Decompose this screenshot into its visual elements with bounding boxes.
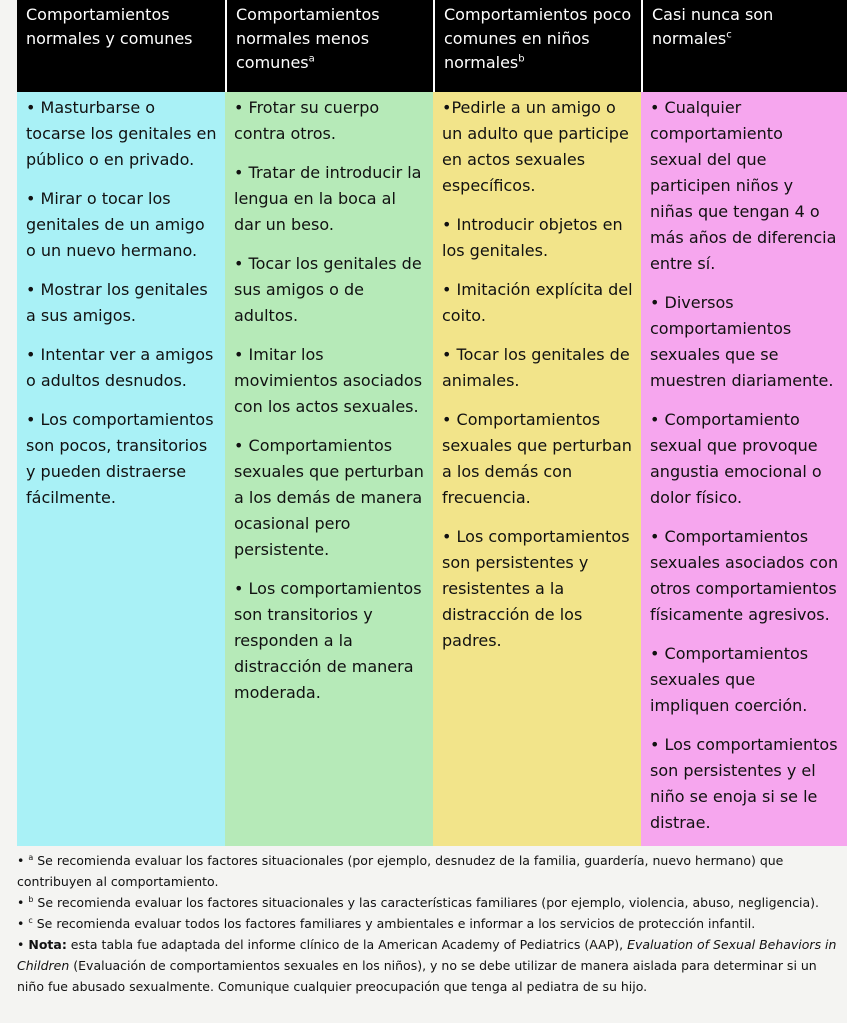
list-item: • Los comportamientos son persistentes y resistentes a la distracción de los padres. [442,527,630,650]
list-item: • Comportamientos sexuales asociados con otros comportamientos físicamente agresivos. [650,527,839,624]
footnote-a: • $^a$ Se recomienda evaluar los factores situacionales (por ejemplo, desnudez de la familia, guardería, nuevo hermano) que contribuyen al comportamiento. [17,852,784,889]
list-item: • Comportamientos sexuales que perturban a los demás con frecuencia. [442,410,632,507]
list-item: • Los comportamientos son transitorios y responden a la distracción de manera moderada. [234,579,422,702]
list-item: • Tocar los genitales de sus amigos o de adultos. [234,254,422,325]
list-item: • Mirar o tocar los genitales de un amigo o un nuevo hermano. [26,189,205,260]
column-header-uncommon: Comportamientos poco comunes en niños normales$^b$ [433,0,641,92]
list-item: • Imitar los movimientos asociados con los actos sexuales. [234,345,423,416]
footnote-c: • $^c$ Se recomienda evaluar todos los factores familiares y ambientales e informar a los servicios de protección infantil. [17,915,756,931]
list-item: • Cualquier comportamiento sexual del que participen niños y niñas que tengan 4 o más años de diferencia entre sí. [650,98,837,273]
column-normal-common [17,92,225,846]
column-uncommon [433,92,641,846]
list-item: • Frotar su cuerpo contra otros. [234,98,380,143]
footnotes [17,850,847,997]
column-header-rarely-normal: Casi nunca son normales$^c$ [641,0,847,92]
list-item: • Diversos comportamientos sexuales que se muestren diariamente. [650,293,834,390]
list-item: • Comportamientos sexuales que impliquen coerción. [650,644,809,715]
list-item: • Mostrar los genitales a sus amigos. [26,280,208,325]
footnote-nota: • Nota: esta tabla fue adaptada del informe clínico de la American Academy of Pediatrics (AAP), Evaluation of Sexual Behaviors in Children (Evaluación de comportamientos sexuales en los niños), y no se debe utilizar de manera aislada para determinar si un niño fue abusado sexualmente. Comunique cualquier preocupación que tenga al pediatra de su hijo. [17,937,837,994]
list-item: •Pedirle a un amigo o un adulto que participe en actos sexuales específicos. [442,98,629,195]
column-rarely-normal [641,92,847,846]
footnote-b: • $^b$ Se recomienda evaluar los factores situacionales y las características familiares (por ejemplo, violencia, abuso, negligencia). [17,894,819,910]
column-normal-less-common [225,92,433,846]
list-item: • Intentar ver a amigos o adultos desnudos. [26,345,214,390]
list-item: • Tocar los genitales de animales. [442,345,630,390]
list-item: • Los comportamientos son pocos, transitorios y pueden distraerse fácilmente. [26,410,214,507]
list-item: • Comportamiento sexual que provoque angustia emocional o dolor físico. [650,410,822,507]
list-item: • Tratar de introducir la lengua en la boca al dar un beso. [234,163,422,234]
list-item: • Los comportamientos son persistentes y el niño se enoja si se le distrae. [650,735,838,832]
column-header-normal-less-common: Comportamientos normales menos comunes$^a$ [225,0,433,92]
list-item: • Introducir objetos en los genitales. [442,215,623,260]
list-item: • Imitación explícita del coito. [442,280,633,325]
list-item: • Comportamientos sexuales que perturban a los demás de manera ocasional pero persistente. [234,436,424,559]
list-item: • Masturbarse o tocarse los genitales en público o en privado. [26,98,217,169]
column-header-normal-common: Comportamientos normales y comunes [17,0,225,92]
behavior-table [17,0,847,846]
